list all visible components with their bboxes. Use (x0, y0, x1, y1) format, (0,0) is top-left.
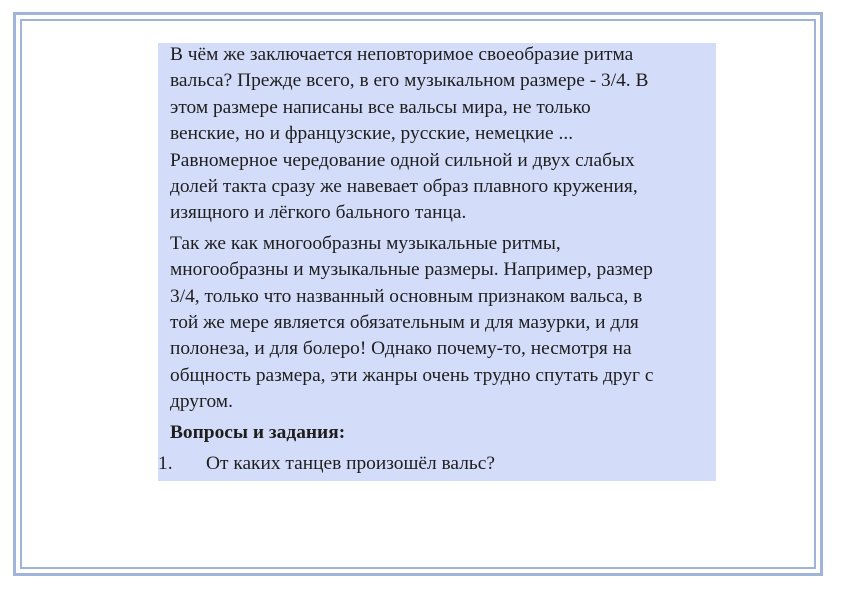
question-number: 1. (158, 453, 173, 475)
paragraph-waltz-rhythm: В чём же заключается неповторимое своеобразие ритма вальса? Прежде всего, в его музыкальном размере - 3/4. В этом размере написаны все вальсы мира, не только венские, но и французские, русские, немецкие ... Равномерное чередование одной сильной и двух слабых долей такта сразу же навевает образ плавного кружения, изящного и лёгкого бального танца. (170, 44, 649, 224)
question-item (158, 451, 716, 477)
questions-heading: Вопросы и задания: (170, 421, 346, 443)
text-block (158, 43, 716, 481)
paragraph-musical-meters: Так же как многообразны музыкальные ритмы, многообразны и музыкальные размеры. Например, размер 3/4, только что названный основным признаком вальса, в той же мере является обязательным и для мазурки, и для полонеза, и для болеро! Однако почему-то, несмотря на общность размера, эти жанры очень трудно спутать друг с другом. (170, 232, 654, 413)
question-text: От каких танцев произошёл вальс? (206, 453, 495, 475)
